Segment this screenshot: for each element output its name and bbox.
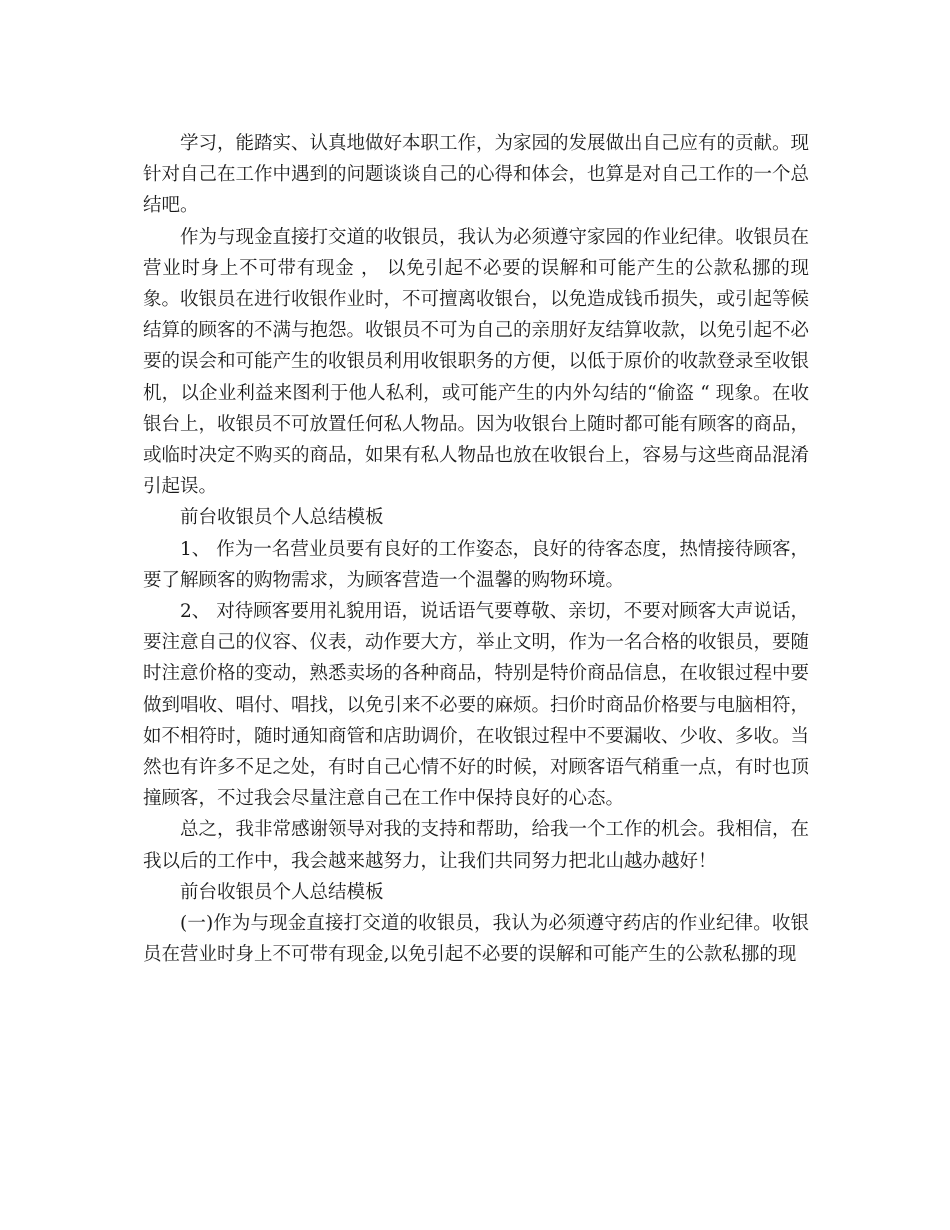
- paragraph-item-one: (一)作为与现金直接打交道的收银员，我认为必须遵守药店的作业纪律。收银员在营业时身上不可带有现金,以免引起不必要的误解和可能产生的公款私挪的现: [143, 913, 809, 966]
- paragraph-item-1: 1、 作为一名营业员要有良好的工作姿态，良好的待客态度，热情接待顾客，要了解顾客的购物需求，为顾客营造一个温馨的购物环境。: [143, 538, 809, 591]
- section-heading: 前台收银员个人总结模板: [180, 881, 384, 903]
- paragraph-conclusion: 总之，我非常感谢领导对我的支持和帮助，给我一个工作的机会。我相信，在我以后的工作中，我会越来越努力，让我们共同努力把北山越办越好！: [143, 819, 810, 872]
- paragraph-intro: 学习，能踏实、认真地做好本职工作，为家园的发展做出自己应有的贡献。现针对自己在工作中遇到的问题谈谈自己的心得和体会，也算是对自己工作的一个总结吧。: [143, 133, 810, 217]
- paragraph-cashier-discipline: 作为与现金直接打交道的收银员，我认为必须遵守家园的作业纪律。收银员在营业时身上不可带有现金 ， 以免引起不必要的误解和可能产生的公款私挪的现象。收银员在进行收银作业时，不可擅离收银台，以免造成钱币损失，或引起等候结算的顾客的不满与抱怨。收银员不可为自己的亲朋好友结算收款，以免引起不必要的误会和可能产生的收银员利用收银职务的方便，以低于原价的收款登录至收银机，以企业利益来图利于他人私利，或可能产生的内外勾结的“偷盗 “ 现象。在收银台上，收银员不可放置任何私人物品。因为收银台上随时都可能有顾客的商品，或临时决定不购买的商品，如果有私人物品也放在收银台上，容易与这些商品混淆引起误。: [143, 226, 810, 498]
- paragraph-item-2: 2、 对待顾客要用礼貌用语，说话语气要尊敬、亲切，不要对顾客大声说话，要注意自己的仪容、仪表，动作要大方，举止文明，作为一名合格的收银员，要随时注意价格的变动，熟悉卖场的各种商品，特别是特价商品信息，在收银过程中要做到唱收、唱付、唱找，以免引来不必要的麻烦。扫价时商品价格要与电脑相符，如不相符时，随时通知商管和店助调价，在收银过程中不要漏收、少收、多收。当然也有许多不足之处，有时自己心情不好的时候，对顾客语气稍重一点，有时也顶撞顾客，不过我会尽量注意自己在工作中保持良好的心态。: [143, 601, 810, 810]
- section-heading: 前台收银员个人总结模板: [180, 507, 384, 529]
- document-body: [143, 128, 809, 970]
